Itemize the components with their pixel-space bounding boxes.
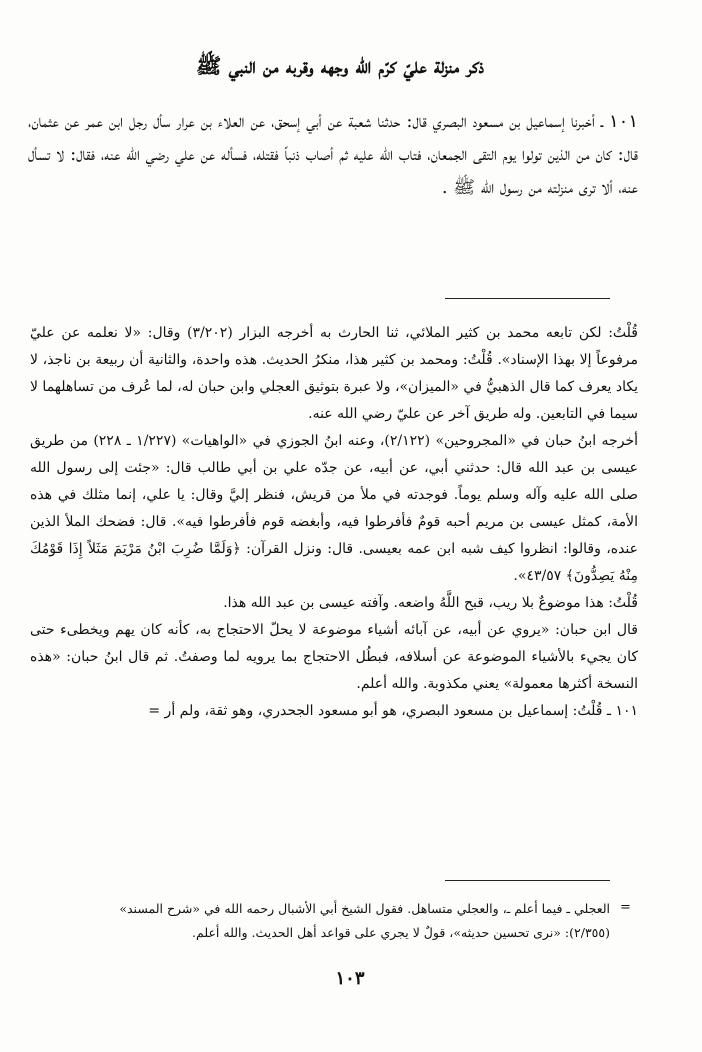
- note-paragraph: ١٠١ ـ قُلْتُ: إسماعيل بن مسعود البصري، هو أبو مسعود الجحدري، وهو ثقة، ولم أر =: [148, 703, 638, 719]
- bottom-note-line: (٢/٣٥٥): «نرى تحسين حديثه»، قولٌ لا يجري على قواعد أهل الحديث. والله أعلم.: [192, 925, 610, 940]
- bottom-note-line: العجلي ـ فيما أعلم ـ، والعجلي متساهل. فقول الشيخ أبي الأشبال رحمه الله في «شرح المسند»: [119, 901, 610, 916]
- note-paragraph: قُلْتُ: لكن تابعه محمد بن كثير الملائي، ثنا الحارث به أخرجه البزار (٣/٢٠٢) وقال: «لا نعلمه عن عليّ مرفوعاً إلا بهذا الإسناد». قُلْتُ: ومحمد بن كثير هذا، منكرُ الحديث. هذه واحدة، والثانية أن ربيعة بن ناجذ، لا يكاد يعرف كما قال الذهبيُّ في «الميزان»، ولا عبرة بتوثيق العجلي وابن حبان له، لما عُرف من تساهلهما لا سيما في التابعين. وله طريق آخر عن عليّ رضي الله عنه.: [30, 325, 638, 422]
- page-number: ١٠٣: [335, 968, 365, 989]
- commentary-notes: [30, 320, 638, 725]
- hadith-paragraph: ١٠١ ـ أخبرنا إسماعيل بن مسعود البصري قال: حدثنا شعبة عن أبي إسحق، عن العلاء بن عرار سأل رجل ابن عمر عن عثمان، قال: كان من الذين تولوا يوم التقى الجمعان، فتاب الله عليه ثم أصاب ذنباً فقتله، فسأله عن علي رضي الله عنه، فقال: لا تسأل عنه، ألا ترى منزلته من رسول الله ﷺ .: [28, 111, 638, 198]
- bottom-footnotes: [30, 897, 610, 945]
- main-text: [28, 105, 638, 204]
- chapter-title: ذكر منزلة عليّ كرّم الله وجهه وقربه من النبي ﷺ: [195, 53, 485, 78]
- footnote-separator: [445, 298, 610, 299]
- note-paragraph: قُلْتُ: هذا موضوعٌ بلا ريب، قبح اللَّهُ واضعه. وآفته عيسى بن عبد الله هذا.: [223, 595, 638, 611]
- bottom-separator: [445, 880, 610, 881]
- note-paragraph: أخرجه ابنُ حبان في «المجروحين» (٢/١٢٢)، وعنه ابنُ الجوزي في «الواهيات» (١/٢٢٧ ـ ٢٢٨) من طريق عيسى بن عبد الله قال: حدثني أبي، عن أبيه، عن جدّه علي بن أبي طالب قال: «جئت إلى رسول الله صلى الله عليه وآله وسلم يوماً. فوجدته في ملأ من قريش، فنظر إليَّ وقال: يا علي، إنما مثلك في هذه الأمة، كمثل عيسى بن مريم أحبه قومٌ فأفرطوا فيه، وأبغضه قوم فأفرطوا فيه». قال: فضحك الملأ الذين عنده، وقالوا: انظروا كيف شبه ابن عمه بعيسى. قال: ونزل القرآن: ﴿وَلَمَّا ضُرِبَ ابْنُ مَرْيَمَ مَثَلاً إِذَا قَوْمُكَ مِنْهُ يَصِدُّونَ﴾ ٤٣/٥٧».: [30, 433, 638, 584]
- continuation-mark: =: [620, 900, 631, 915]
- note-paragraph: قال ابن حبان: «يروي عن أبيه، عن آبائه أشياء موضوعة لا يحلّ الاحتجاج به، كأنه كان يهم ويخطىء حتى كان يجيء بالأشياء الموضوعة عن أسلافه، فبطُل الاحتجاج بما يرويه لما وصفتُ. ثم قال ابنُ حبان: «هذه النسخة أكثرها معمولة» يعني مكذوبة. والله أعلم.: [30, 622, 638, 692]
